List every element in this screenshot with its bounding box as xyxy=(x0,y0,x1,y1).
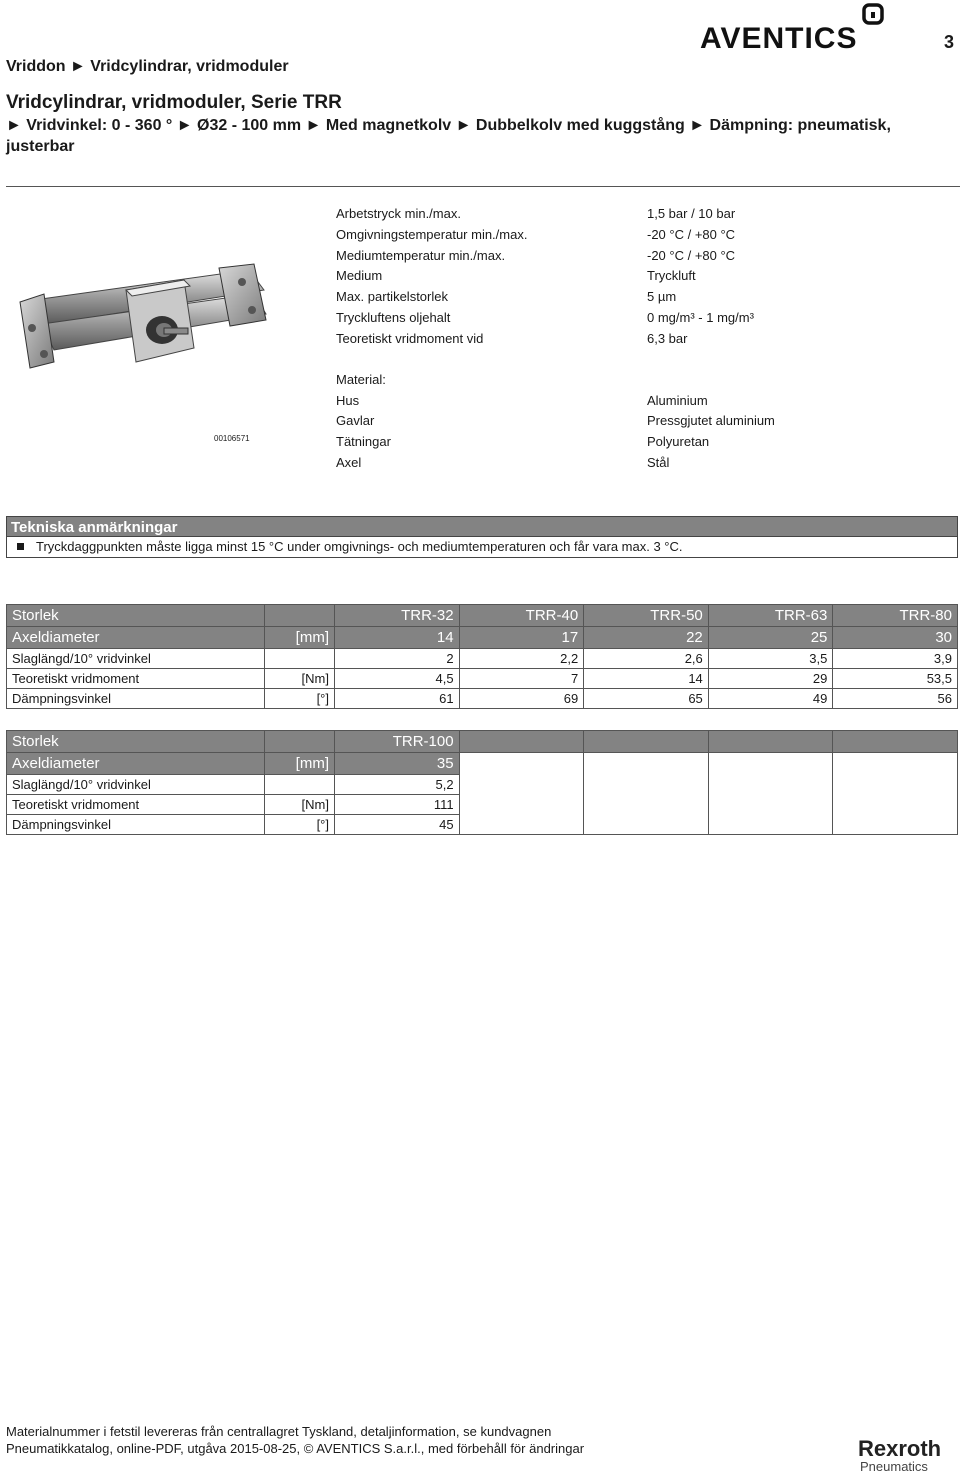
table-cell xyxy=(265,649,335,669)
table-cell: 14 xyxy=(584,669,709,689)
table-cell xyxy=(265,605,335,627)
table-cell xyxy=(584,795,709,815)
spec-value: -20 °C / +80 °C xyxy=(647,227,736,242)
material-heading: Material: xyxy=(336,372,386,387)
table-cell: 65 xyxy=(584,689,709,709)
table-cell xyxy=(584,775,709,795)
table-cell: Teoretiskt vridmoment xyxy=(7,669,265,689)
spec-label: Arbetstryck min./max. xyxy=(336,206,461,221)
material-label: Tätningar xyxy=(336,434,391,449)
table-row xyxy=(7,669,958,689)
divider xyxy=(6,186,960,187)
table-cell: 56 xyxy=(833,689,958,709)
table-cell: Storlek xyxy=(7,731,265,753)
svg-text:AVENTICS: AVENTICS xyxy=(700,22,858,52)
table-cell: 35 xyxy=(335,753,460,775)
table-cell xyxy=(265,731,335,753)
spec-label: Max. partikelstorlek xyxy=(336,289,448,304)
table-cell: Dämpningsvinkel xyxy=(7,689,265,709)
table-cell: Axeldiameter xyxy=(7,627,265,649)
table-cell xyxy=(708,731,833,753)
table-cell: 25 xyxy=(708,627,833,649)
table-cell xyxy=(833,731,958,753)
table-row xyxy=(7,649,958,669)
table-cell: [°] xyxy=(265,815,335,835)
table-cell: 111 xyxy=(335,795,460,815)
spec-label: Mediumtemperatur min./max. xyxy=(336,248,506,263)
table-cell: 53,5 xyxy=(833,669,958,689)
material-label: Hus xyxy=(336,393,360,408)
table-cell: Dämpningsvinkel xyxy=(7,815,265,835)
material-label: Axel xyxy=(336,455,362,470)
spec-label: Tryckluftens oljehalt xyxy=(336,310,451,325)
table-row xyxy=(7,795,958,815)
product-code: 00106571 xyxy=(214,434,250,443)
table-cell: 45 xyxy=(335,815,460,835)
spec-value: 1,5 bar / 10 bar xyxy=(647,206,736,221)
table-cell: Storlek xyxy=(7,605,265,627)
table-cell: Slaglängd/10° vridvinkel xyxy=(7,775,265,795)
table-cell: 7 xyxy=(459,669,584,689)
table-cell xyxy=(833,815,958,835)
table-cell xyxy=(584,731,709,753)
table-cell xyxy=(584,815,709,835)
table-cell xyxy=(708,815,833,835)
table-cell xyxy=(459,815,584,835)
material-value: Stål xyxy=(647,455,670,470)
material-value: Pressgjutet aluminium xyxy=(647,413,775,428)
table-cell: 2 xyxy=(335,649,460,669)
spec-label: Omgivningstemperatur min./max. xyxy=(336,227,528,242)
table-row xyxy=(7,689,958,709)
rexroth-logo-sub: Pneumatics xyxy=(860,1459,928,1474)
table-cell: TRR-100 xyxy=(335,731,460,753)
table-header-row xyxy=(7,731,958,753)
table-cell: Slaglängd/10° vridvinkel xyxy=(7,649,265,669)
table-cell: TRR-40 xyxy=(459,605,584,627)
table-cell: 2,6 xyxy=(584,649,709,669)
table-cell: [°] xyxy=(265,689,335,709)
table-cell: 3,9 xyxy=(833,649,958,669)
table-cell: 14 xyxy=(335,627,460,649)
table-cell: [Nm] xyxy=(265,795,335,815)
table-cell: 5,2 xyxy=(335,775,460,795)
table-cell: 30 xyxy=(833,627,958,649)
table-cell xyxy=(708,753,833,775)
table-cell: TRR-32 xyxy=(335,605,460,627)
table-cell: Axeldiameter xyxy=(7,753,265,775)
table-cell xyxy=(459,775,584,795)
table-cell: 69 xyxy=(459,689,584,709)
table-header-row xyxy=(7,605,958,627)
notes-text: Tryckdaggpunkten måste ligga minst 15 °C under omgivnings- och mediumtemperaturen och får vara max. 3 °C. xyxy=(36,539,683,554)
page-number: 3 xyxy=(944,32,955,52)
table-cell xyxy=(708,775,833,795)
table-cell: 22 xyxy=(584,627,709,649)
table-cell: 61 xyxy=(335,689,460,709)
table-cell xyxy=(833,795,958,815)
page-title: Vridcylindrar, vridmoduler, Serie TRR xyxy=(6,92,342,113)
spec-label: Medium xyxy=(336,268,383,283)
table-cell: TRR-50 xyxy=(584,605,709,627)
spec-table-1 xyxy=(6,604,958,709)
table-cell xyxy=(459,731,584,753)
table-cell: 2,2 xyxy=(459,649,584,669)
table-header-row xyxy=(7,627,958,649)
notes-heading: Tekniska anmärkningar xyxy=(6,516,958,537)
rexroth-logo: Rexroth xyxy=(858,1436,942,1461)
bullet-icon xyxy=(17,543,24,550)
material-value: Polyuretan xyxy=(647,434,710,449)
spec-value: 6,3 bar xyxy=(647,331,688,346)
spec-value: -20 °C / +80 °C xyxy=(647,248,736,263)
table-cell xyxy=(833,775,958,795)
table-cell: [mm] xyxy=(265,753,335,775)
table-row xyxy=(7,775,958,795)
material-value: Aluminium xyxy=(647,393,708,408)
table-header-row xyxy=(7,753,958,775)
spec-value: 0 mg/m³ - 1 mg/m³ xyxy=(647,310,754,325)
table-cell: Teoretiskt vridmoment xyxy=(7,795,265,815)
table-cell: TRR-63 xyxy=(708,605,833,627)
breadcrumb: Vriddon ► Vridcylindrar, vridmoduler xyxy=(6,58,289,75)
table-cell: 17 xyxy=(459,627,584,649)
material-label: Gavlar xyxy=(336,413,375,428)
table-cell xyxy=(584,753,709,775)
spec-label: Teoretiskt vridmoment vid xyxy=(336,331,484,346)
spec-table-2 xyxy=(6,730,958,835)
notes-item xyxy=(6,537,958,558)
footer-copyright: Pneumatikkatalog, online-PDF, utgåva 2015-08-25, © AVENTICS S.a.r.l., med förbehåll för ändringar xyxy=(6,1441,585,1456)
page-subtitle: ► Vridvinkel: 0 - 360 ° ► Ø32 - 100 mm ► Med magnetkolv ► Dubbelkolv med kuggstång ► Dämpning: pneumatisk, justerbar xyxy=(6,117,891,155)
product-photo xyxy=(14,262,282,374)
table-cell: 49 xyxy=(708,689,833,709)
table-row xyxy=(7,815,958,835)
footer-note: Materialnummer i fetstil levereras från centrallagret Tyskland, detaljinformation, se kundvagnen xyxy=(6,1424,552,1439)
spec-value: 5 µm xyxy=(647,289,677,304)
table-cell: 29 xyxy=(708,669,833,689)
table-cell xyxy=(833,753,958,775)
table-cell xyxy=(459,795,584,815)
table-cell: [Nm] xyxy=(265,669,335,689)
aventics-logo xyxy=(700,2,886,52)
table-cell xyxy=(459,753,584,775)
spec-value: Tryckluft xyxy=(647,268,696,283)
table-cell: 3,5 xyxy=(708,649,833,669)
table-cell: 4,5 xyxy=(335,669,460,689)
table-cell xyxy=(265,775,335,795)
table-cell: TRR-80 xyxy=(833,605,958,627)
table-cell: [mm] xyxy=(265,627,335,649)
table-cell xyxy=(708,795,833,815)
